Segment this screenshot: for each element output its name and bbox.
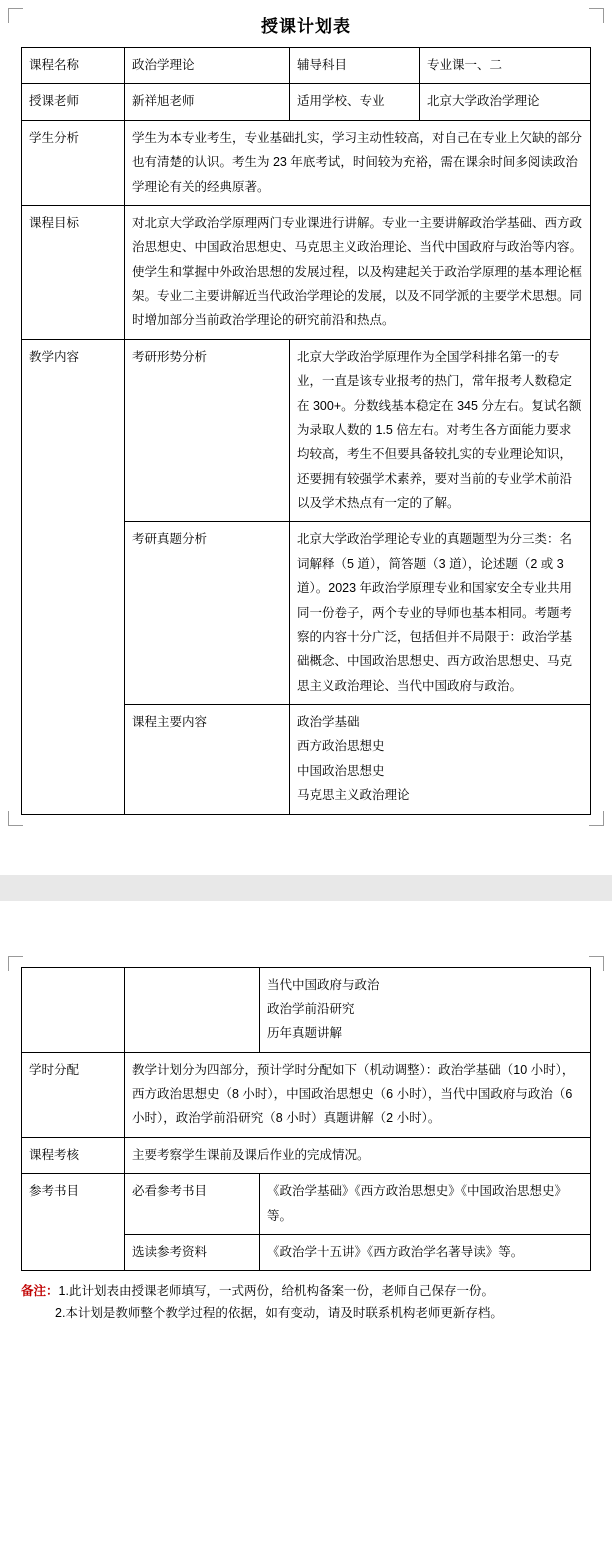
row-label-school: 适用学校、专业 — [290, 84, 420, 120]
lesson-plan-table-bottom — [21, 967, 591, 1272]
content-line: 当代中国政府与政治 — [267, 977, 380, 992]
note-label: 备注： — [21, 1284, 59, 1299]
sub-label-optional-books: 选读参考资料 — [125, 1234, 260, 1270]
crop-mark-top-right-2 — [589, 956, 604, 971]
page-break-gap — [0, 815, 612, 875]
sub-value-optional-books: 《政治学十五讲》《西方政治学名著导读》等。 — [260, 1234, 591, 1270]
row-value-assessment: 主要考察学生课前及课后作业的完成情况。 — [125, 1137, 591, 1173]
sub-label-main-content: 课程主要内容 — [125, 705, 290, 815]
page-separator-band — [0, 875, 612, 901]
row-value-teacher: 新祥旭老师 — [125, 84, 290, 120]
crop-mark-bottom-right — [589, 811, 604, 826]
sub-label-empty — [125, 967, 260, 1052]
table-row — [22, 48, 591, 84]
page-break-gap-2 — [0, 901, 612, 967]
row-value-course-goal: 对北京大学政治学原理两门专业课进行讲解。专业一主要讲解政治学基础、西方政治思想史、中国政治思想史、马克思主义政治理论、当代中国政府与政治等内容。使学生和掌握中外政治思想的发展过程，以及构建起关于政治学原理的基本理论框架。专业二主要讲解近当代政治学理论的发展，以及不同学派的主要学术思想。同时增加部分当前政治学理论的研究前沿和热点。 — [125, 205, 591, 339]
row-label-teacher: 授课老师 — [22, 84, 125, 120]
content-line: 西方政治思想史 — [297, 739, 385, 754]
content-line: 马克思主义政治理论 — [297, 788, 410, 803]
sub-value-past-papers: 北京大学政治学理论专业的真题题型为分三类：名词解释（5 道），简答题（3 道），论述题（2 或 3 道）。2023 年政治学原理专业和国家安全专业共用同一份卷子，两个专业的导师也基本相同。考题考察的内容十分广泛，包括但并不局限于：政治学基础概念、中国政治思想史、西方政治思想史、马克思主义政治理论、当代中国政府与政治。 — [290, 522, 591, 705]
row-label-subject: 辅导科目 — [290, 48, 420, 84]
page-title: 授课计划表 — [261, 17, 351, 36]
table-row — [22, 120, 591, 205]
table-row — [22, 1052, 591, 1137]
row-label-hours: 学时分配 — [22, 1052, 125, 1137]
lesson-plan-table-top — [21, 47, 591, 815]
row-value-hours: 教学计划分为四部分，预计学时分配如下（机动调整）：政治学基础（10 小时），西方政治思想史（8 小时），中国政治思想史（6 小时），当代中国政府与政治（6 小时），政治学前沿研究（8 小时）真题讲解（2 小时）。 — [125, 1052, 591, 1137]
table-row — [22, 1174, 591, 1235]
footer-note — [21, 1281, 591, 1325]
sub-label-past-papers: 考研真题分析 — [125, 522, 290, 705]
row-label-assessment: 课程考核 — [22, 1137, 125, 1173]
row-label-teaching-content: 教学内容 — [22, 339, 125, 814]
content-line: 中国政治思想史 — [297, 763, 385, 778]
row-label-course-goal: 课程目标 — [22, 205, 125, 339]
content-line: 历年真题讲解 — [267, 1026, 343, 1041]
row-value-student-analysis: 学生为本专业考生，专业基础扎实，学习主动性较高，对自己在专业上欠缺的部分也有清楚的认识。考生为 23 年底考试，时间较为充裕，需在课余时间多阅读政治学理论有关的经典原著。 — [125, 120, 591, 205]
sub-value-required-books: 《政治学基础》《西方政治思想史》《中国政治思想史》等。 — [260, 1174, 591, 1235]
content-line: 政治学前沿研究 — [267, 1001, 355, 1016]
row-label-books: 参考书目 — [22, 1174, 125, 1271]
row-value-course-name: 政治学理论 — [125, 48, 290, 84]
sub-value-main-content — [290, 705, 591, 815]
sub-value-exam-trend: 北京大学政治学原理作为全国学科排名第一的专业，一直是该专业报考的热门，常年报考人数稳定在 300+。分数线基本稳定在 345 分左右。复试名额为录取人数的 1.5 倍左右。对考生各方面能力要求均较高，考生不但要具备较扎实的专业理论知识，还要拥有较强学术素养，要对当前的专业学术前沿以及学术热点有一定的了解。 — [290, 339, 591, 522]
row-label-course-name: 课程名称 — [22, 48, 125, 84]
table-row — [22, 967, 591, 1052]
row-label-empty — [22, 967, 125, 1052]
content-line: 政治学基础 — [297, 715, 360, 729]
sub-label-required-books: 必看参考书目 — [125, 1174, 260, 1235]
row-label-student-analysis: 学生分析 — [22, 120, 125, 205]
row-value-subject: 专业课一、二 — [420, 48, 591, 84]
note-line-1: 1.此计划表由授课老师填写，一式两份，给机构备案一份，老师自己保存一份。 — [58, 1284, 494, 1299]
table-row — [22, 205, 591, 339]
sub-label-exam-trend: 考研形势分析 — [125, 339, 290, 522]
table-row — [22, 1137, 591, 1173]
table-row — [22, 339, 591, 522]
sub-value-continued-content — [260, 967, 591, 1052]
note-line-2: 2.本计划是教师整个教学过程的依据，如有变动，请及时联系机构老师更新存档。 — [55, 1306, 503, 1321]
table-row — [22, 84, 591, 120]
row-value-school: 北京大学政治学理论 — [420, 84, 591, 120]
